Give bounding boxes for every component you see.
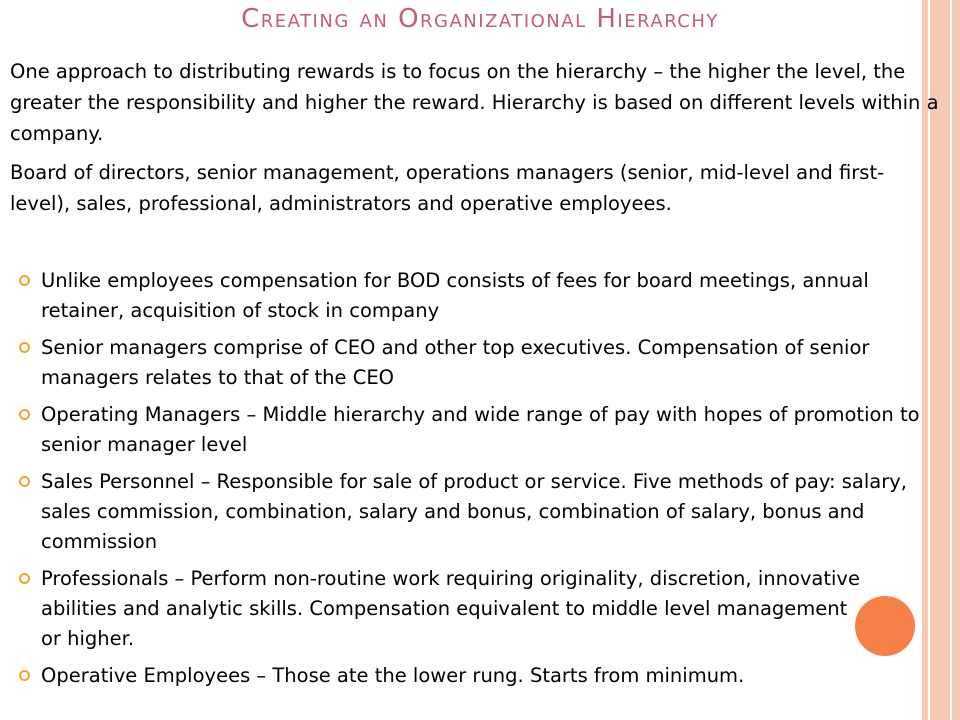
bullet-item: Professionals – Perform non-routine work requiring originality, discretion, innovative abilities and analytic skills. Compensation equivalent to middle level management or higher. bbox=[14, 564, 861, 654]
bullet-item: Senior managers comprise of CEO and other top executives. Compensation of senior managers relates to that of the CEO bbox=[14, 333, 949, 393]
slide-title: Creating an Organizational Hierarchy bbox=[241, 4, 719, 34]
decorative-circle bbox=[855, 596, 915, 656]
intro-paragraph: One approach to distributing rewards is to focus on the hierarchy – the higher the level, the greater the responsibility and higher the reward. Hierarchy is based on different levels within a company. bbox=[10, 60, 939, 145]
bullet-list bbox=[14, 266, 949, 698]
bullet-item: Unlike employees compensation for BOD consists of fees for board meetings, annual retainer, acquisition of stock in company bbox=[14, 266, 949, 326]
bullet-item: Sales Personnel – Responsible for sale of product or service. Five methods of pay: salary, sales commission, combination, salary and bonus, combination of salary, bonus and commission bbox=[14, 467, 949, 557]
bullet-item: Operating Managers – Middle hierarchy and wide range of pay with hopes of promotion to senior manager level bbox=[14, 400, 949, 460]
intro-paragraph: Board of directors, senior management, operations managers (senior, mid-level and first-level), sales, professional, administrators and operative employees. bbox=[10, 161, 885, 215]
intro-text bbox=[10, 56, 940, 219]
accent-stripe bbox=[950, 0, 952, 720]
bullet-item: Operative Employees – Those ate the lower rung. Starts from minimum. bbox=[14, 661, 949, 691]
